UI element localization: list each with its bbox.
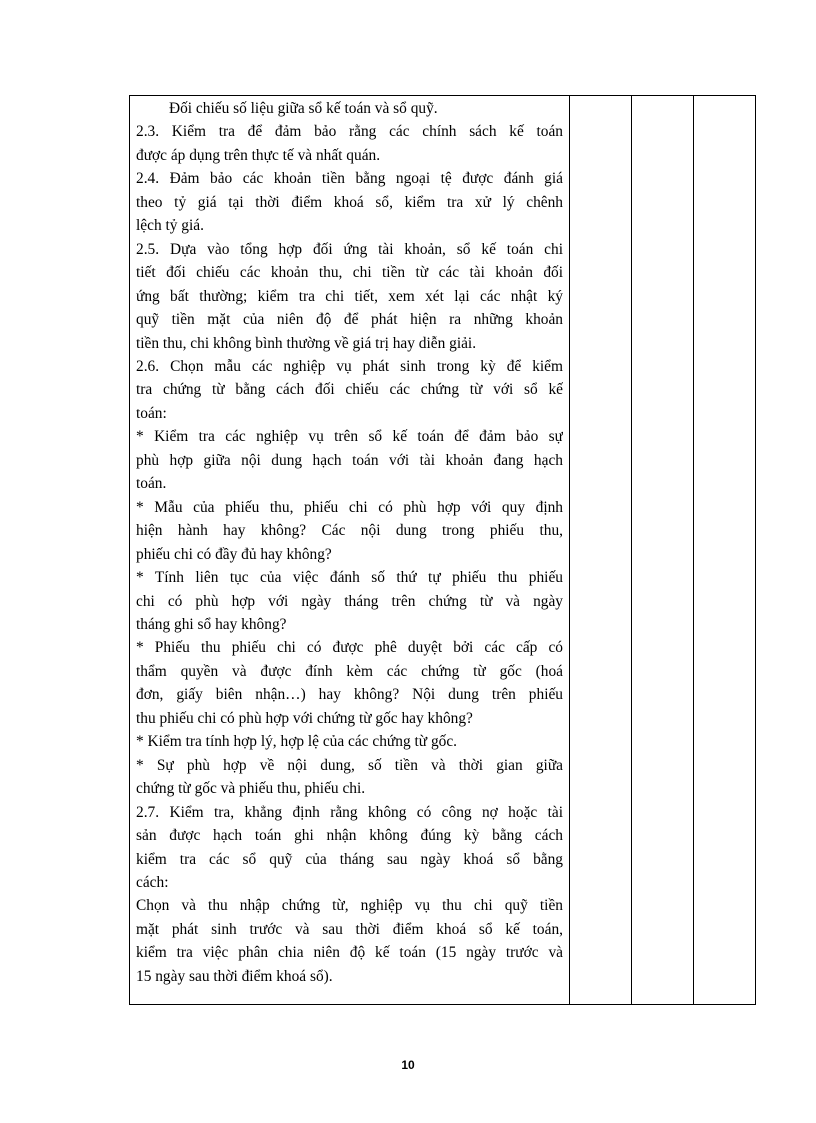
text-line: chứng từ gốc và phiếu thu, phiếu chi. xyxy=(136,780,366,798)
text-line: 2.6. Chọn mẫu các nghiệp vụ phát sinh trong kỳ để kiểm xyxy=(136,357,563,375)
text-line: thu phiếu chi có phù hợp với chứng từ gốc hay không? xyxy=(136,709,473,727)
text-line: toán: xyxy=(136,404,167,422)
page-number: 10 xyxy=(401,1058,415,1072)
text-line: * Kiểm tra tính hợp lý, hợp lệ của các chứng từ gốc. xyxy=(136,733,458,751)
text-line: theo tỷ giá tại thời điểm khoá sổ, kiểm tra xử lý chênh xyxy=(136,193,563,211)
table-row xyxy=(130,96,756,1005)
text-line: ứng bất thường; kiểm tra chi tiết, xem xét lại các nhật ký xyxy=(136,287,563,305)
text-line: sản được hạch toán ghi nhận không đúng kỳ bằng cách xyxy=(136,827,563,845)
text-line: mặt phát sinh trước và sau thời điểm khoá sổ kế toán, xyxy=(136,920,563,938)
text-line: 2.5. Dựa vào tổng hợp đối ứng tài khoản, sổ kế toán chi xyxy=(136,240,563,258)
text-line: 15 ngày sau thời điểm khoá sổ). xyxy=(136,967,333,985)
text-line: tiền thu, chi không bình thường về giá trị hay diễn giải. xyxy=(136,334,477,352)
text-line: thẩm quyền và được đính kèm các chứng từ gốc (hoá xyxy=(136,662,563,680)
text-line: toán. xyxy=(136,475,167,493)
text-line: * Kiểm tra các nghiệp vụ trên sổ kế toán để đảm bảo sự xyxy=(136,428,563,446)
text-line: kiểm tra việc phân chia niên độ kế toán (15 ngày trước và xyxy=(136,944,563,962)
text-line: tiết đối chiếu các khoản thu, chi tiền từ các tài khoản đối xyxy=(136,264,563,282)
text-line: phù hợp giữa nội dung hạch toán với tài khoản đang hạch xyxy=(136,451,563,469)
empty-column-1-cell xyxy=(570,96,632,1005)
text-line: * Tính liên tục của việc đánh số thứ tự phiếu thu phiếu xyxy=(136,569,563,587)
text-line: Đối chiếu số liệu giữa sổ kế toán và sổ quỹ. xyxy=(169,100,438,117)
text-line: 2.4. Đảm bảo các khoản tiền bằng ngoại tệ được đánh giá xyxy=(136,170,563,188)
audit-procedure-table xyxy=(129,95,756,1005)
text-line: lệch tỷ giá. xyxy=(136,217,204,235)
text-line: hiện hành hay không? Các nội dung trong phiếu thu, xyxy=(136,522,563,540)
text-line: * Mẫu của phiếu thu, phiếu chi có phù hợp với quy định xyxy=(136,498,563,516)
text-line: tra chứng từ bằng cách đối chiếu các chứng từ với sổ kế xyxy=(136,381,563,399)
text-line: chi có phù hợp với ngày tháng trên chứng từ và ngày xyxy=(136,592,563,610)
text-line: kiểm tra các sổ quỹ của tháng sau ngày khoá sổ bằng xyxy=(136,850,563,868)
empty-column-2-cell xyxy=(632,96,694,1005)
text-line: tháng ghi sổ hay không? xyxy=(136,615,287,633)
text-line: đơn, giấy biên nhận…) hay không? Nội dung trên phiếu xyxy=(136,686,563,704)
text-line: được áp dụng trên thực tế và nhất quán. xyxy=(136,146,381,164)
text-line: 2.7. Kiểm tra, khẳng định rằng không có công nợ hoặc tài xyxy=(136,803,563,821)
empty-column-3-cell xyxy=(694,96,756,1005)
procedure-description-cell xyxy=(130,96,570,1005)
text-line: phiếu chi có đầy đủ hay không? xyxy=(136,545,332,563)
text-line: 2.3. Kiểm tra để đảm bảo rằng các chính sách kế toán xyxy=(136,123,563,141)
text-line: * Phiếu thu phiếu chi có được phê duyệt bởi các cấp có xyxy=(136,639,563,657)
text-line: * Sự phù hợp về nội dung, số tiền và thời gian giữa xyxy=(136,756,563,774)
text-line: Chọn và thu nhập chứng từ, nghiệp vụ thu chi quỹ tiền xyxy=(136,897,563,915)
text-line: cách: xyxy=(136,873,169,891)
text-line: quỹ tiền mặt của niên độ để phát hiện ra những khoản xyxy=(136,311,563,329)
